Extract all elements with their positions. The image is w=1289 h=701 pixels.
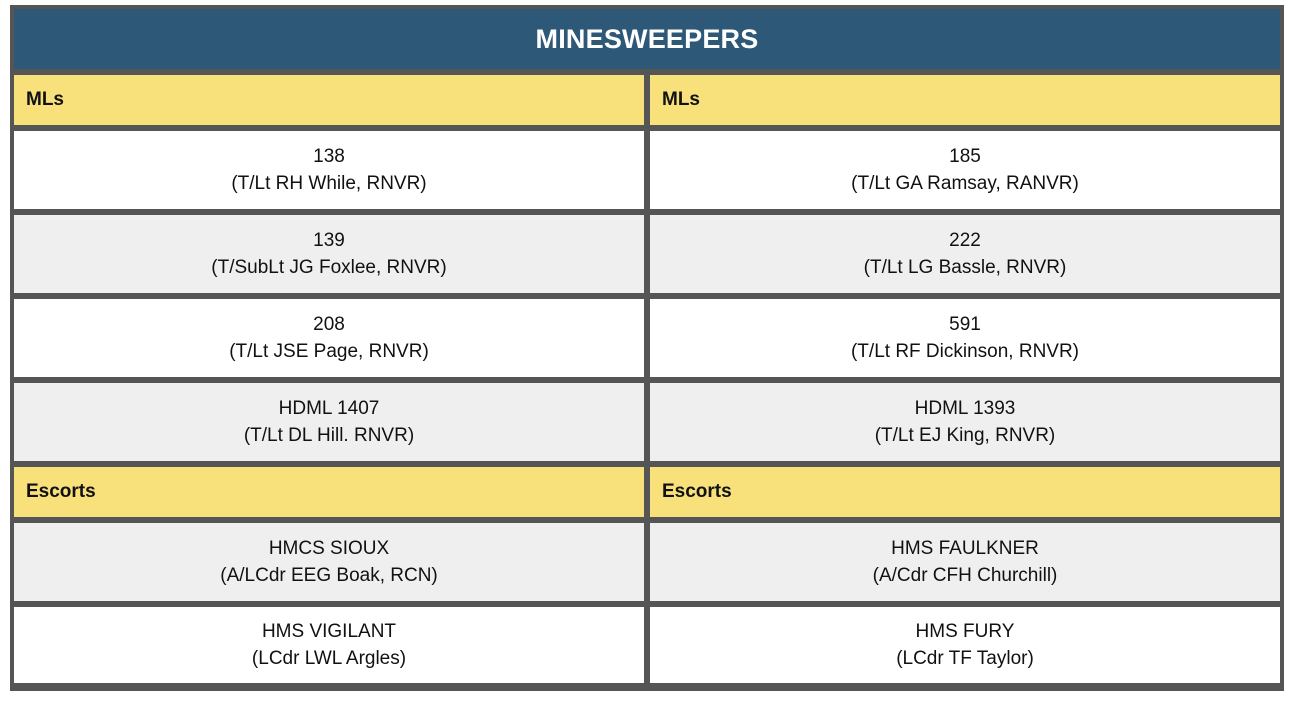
table-cell: [14, 523, 644, 601]
commander-name: (T/Lt RF Dickinson, RNVR): [850, 341, 1080, 362]
table-cell: [650, 607, 1280, 683]
commander-name: (T/Lt LG Bassle, RNVR): [863, 257, 1067, 278]
commander-name: (T/Lt RH While, RNVR): [231, 173, 427, 194]
left-column: [14, 75, 644, 683]
table-cell: [650, 523, 1280, 601]
right-escorts-header: Escorts: [650, 467, 1280, 517]
table-cell: [650, 215, 1280, 293]
left-mls-header: MLs: [14, 75, 644, 125]
vessel-name: HMS FAULKNER: [891, 538, 1039, 559]
table-body: [14, 75, 1280, 683]
vessel-name: 222: [949, 230, 981, 251]
commander-name: (A/Cdr CFH Churchill): [872, 565, 1058, 586]
right-mls-header: MLs: [650, 75, 1280, 125]
commander-name: (T/SubLt JG Foxlee, RNVR): [211, 257, 447, 278]
commander-name: (LCdr TF Taylor): [896, 648, 1034, 669]
commander-name: (T/Lt DL Hill. RNVR): [243, 425, 415, 446]
commander-name: (LCdr LWL Argles): [251, 648, 407, 669]
vessel-name: HMCS SIOUX: [268, 538, 390, 559]
vessel-name: HDML 1407: [278, 398, 380, 419]
table-cell: [14, 383, 644, 461]
commander-name: (T/Lt GA Ramsay, RANVR): [851, 173, 1079, 194]
vessel-name: HDML 1393: [914, 398, 1016, 419]
vessel-name: 208: [313, 314, 345, 335]
table-cell: [14, 131, 644, 209]
commander-name: (T/Lt JSE Page, RNVR): [229, 341, 429, 362]
left-escorts-header: Escorts: [14, 467, 644, 517]
commander-name: (A/LCdr EEG Boak, RCN): [220, 565, 438, 586]
vessel-name: 591: [949, 314, 981, 335]
right-column: [650, 75, 1280, 683]
vessel-name: 139: [313, 230, 345, 251]
table-cell: [14, 607, 644, 683]
table-title: MINESWEEPERS: [14, 9, 1280, 69]
table-cell: [650, 383, 1280, 461]
commander-name: (T/Lt EJ King, RNVR): [874, 425, 1056, 446]
table-cell: [14, 299, 644, 377]
table-cell: [14, 215, 644, 293]
vessel-name: HMS VIGILANT: [261, 621, 397, 642]
vessel-name: 138: [313, 146, 345, 167]
table-cell: [650, 131, 1280, 209]
vessel-name: HMS FURY: [915, 621, 1015, 642]
table-cell: [650, 299, 1280, 377]
vessel-name: 185: [949, 146, 981, 167]
minesweepers-table: [10, 5, 1284, 691]
